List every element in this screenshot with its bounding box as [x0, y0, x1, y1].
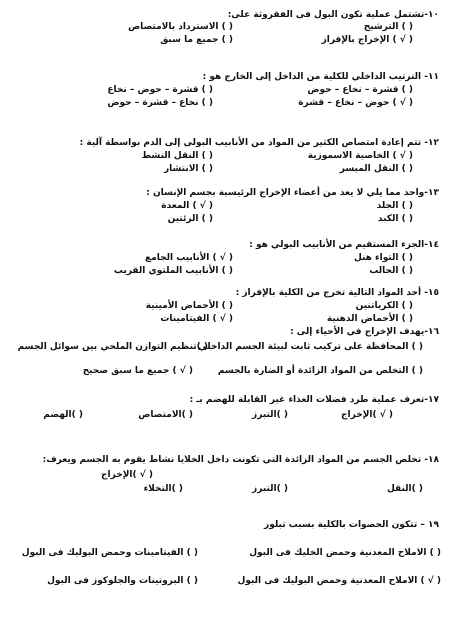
q13-option-a[interactable]: ( ) الجلد: [376, 201, 413, 211]
question-15-stem: ١٥- أحد المواد التالية تخرج من الكلية بالإفراز :: [235, 288, 439, 298]
q18-option-a[interactable]: ( √ )الإخراج: [101, 470, 153, 480]
q14-option-d[interactable]: ( ) الأنابيب الملتوي القريب: [113, 266, 233, 276]
q16-option-d[interactable]: ( √ ) جميع ما سبق صحيح: [82, 366, 193, 376]
q17-option-b[interactable]: ( )التبرز: [252, 410, 288, 420]
q15-option-d[interactable]: ( √ ) الفيتامينات: [160, 314, 233, 324]
q14-option-a[interactable]: ( ) التواء هنل: [353, 253, 413, 263]
q12-option-d[interactable]: ( ) الانتشار: [163, 164, 213, 174]
q10-option-b[interactable]: ( ) الاسترداد بالامتصاص: [128, 22, 233, 32]
q15-option-b[interactable]: ( ) الأحماض الأمينية: [145, 301, 233, 311]
question-16-stem: ١٦-يهدف الإخراج في الأحياء إلى :: [290, 327, 439, 337]
q17-option-d[interactable]: ( )الهضم: [43, 410, 83, 420]
question-13-stem: ١٣-واحد مما يلي لا يعد من أعضاء الإخراج الرئيسية بجسم الإنسان :: [146, 188, 439, 198]
q14-option-c[interactable]: ( ) الحالب: [369, 266, 413, 276]
q19-option-d[interactable]: ( ) البروتينات والجلوكوز فى البول: [47, 576, 198, 586]
q18-option-d[interactable]: ( )التخلاء: [143, 484, 183, 494]
q11-option-a[interactable]: ( ) قشرة – نخاع – حوض: [307, 85, 413, 95]
q12-option-a[interactable]: ( √ ) الخاصية الاسموزية: [307, 151, 413, 161]
q16-option-b[interactable]: ( )تنظيم التوازن الملحي بين سوائل الجسم: [17, 342, 208, 352]
q17-option-c[interactable]: ( )الامتصاص: [138, 410, 193, 420]
q11-option-b[interactable]: ( ) قشرة – حوض – نخاع: [107, 85, 213, 95]
q19-option-a[interactable]: ( ) الاملاح المعدنية وحمض الخليك فى البول: [249, 548, 441, 558]
q12-option-b[interactable]: ( ) النقل النشط: [141, 151, 213, 161]
q18-option-b[interactable]: ( )النقل: [386, 484, 423, 494]
q15-option-a[interactable]: ( ) الكرياتنين: [355, 301, 413, 311]
q11-option-d[interactable]: ( ) نخاع – قشرة – حوض: [107, 98, 213, 108]
q13-option-c[interactable]: ( ) الكبد: [377, 214, 413, 224]
question-11-stem: ١١- الترتيب الداخلي للكلية من الداخل إلى الخارج هو :: [202, 72, 439, 82]
q18-option-c[interactable]: ( )التبرز: [252, 484, 288, 494]
q12-option-c[interactable]: ( ) النقل الميسر: [339, 164, 413, 174]
question-19-stem: ١٩ – تتكون الحصوات بالكلية بسبب تبلور: [264, 520, 439, 530]
q15-option-c[interactable]: ( ) الأحماض الدهنية: [326, 314, 413, 324]
question-12-stem: ١٢- تتم إعادة امتصاص الكثير من المواد من الأنابيب البولى إلى الدم بواسطة آلية :: [79, 138, 439, 148]
q19-option-b[interactable]: ( ) الفيتامينات وحمض البوليك فى البول: [21, 548, 198, 558]
q19-option-c[interactable]: ( √ ) الاملاح المعدنية وحمض البوليك فى البول: [237, 576, 441, 586]
q13-option-d[interactable]: ( ) الرئتين: [167, 214, 213, 224]
q16-option-c[interactable]: ( ) التخلص من المواد الزائدة أو الضارة بالجسم: [217, 366, 423, 376]
question-14-stem: ١٤-الجزء المستقيم من الأنابيب البولي هو :: [249, 240, 439, 250]
question-10-stem: ١٠-تشتمل عملية تكون البول فى الفقروثة على:: [227, 10, 439, 20]
q16-option-a[interactable]: ( ) المحافظة على تركيب ثابت لبيئة الجسم الداخلي: [198, 342, 423, 352]
q11-option-c[interactable]: ( √ ) حوض – نخاع – قشرة: [298, 98, 413, 108]
question-17-stem: ١٧-تعرف عملية طرد فضلات الغذاء غير القابلة للهضم بـ :: [189, 395, 439, 405]
q10-option-d[interactable]: ( ) جميع ما سبق: [160, 35, 233, 45]
q10-option-a[interactable]: ( ) الترشيح: [363, 22, 413, 32]
q14-option-b[interactable]: ( √ ) الأنابيب الجامع: [145, 253, 233, 263]
question-18-stem: ١٨- تخلص الجسم من المواد الزائدة التي تكونت داخل الخلايا نشاط يقوم به الجسم ويعرف:: [42, 455, 439, 465]
q13-option-b[interactable]: ( √ ) المعدة: [161, 201, 213, 211]
q10-option-c[interactable]: ( √ ) الإخراج بالإفراز: [321, 35, 413, 45]
q17-option-a[interactable]: ( √ )الإخراج: [341, 410, 393, 420]
